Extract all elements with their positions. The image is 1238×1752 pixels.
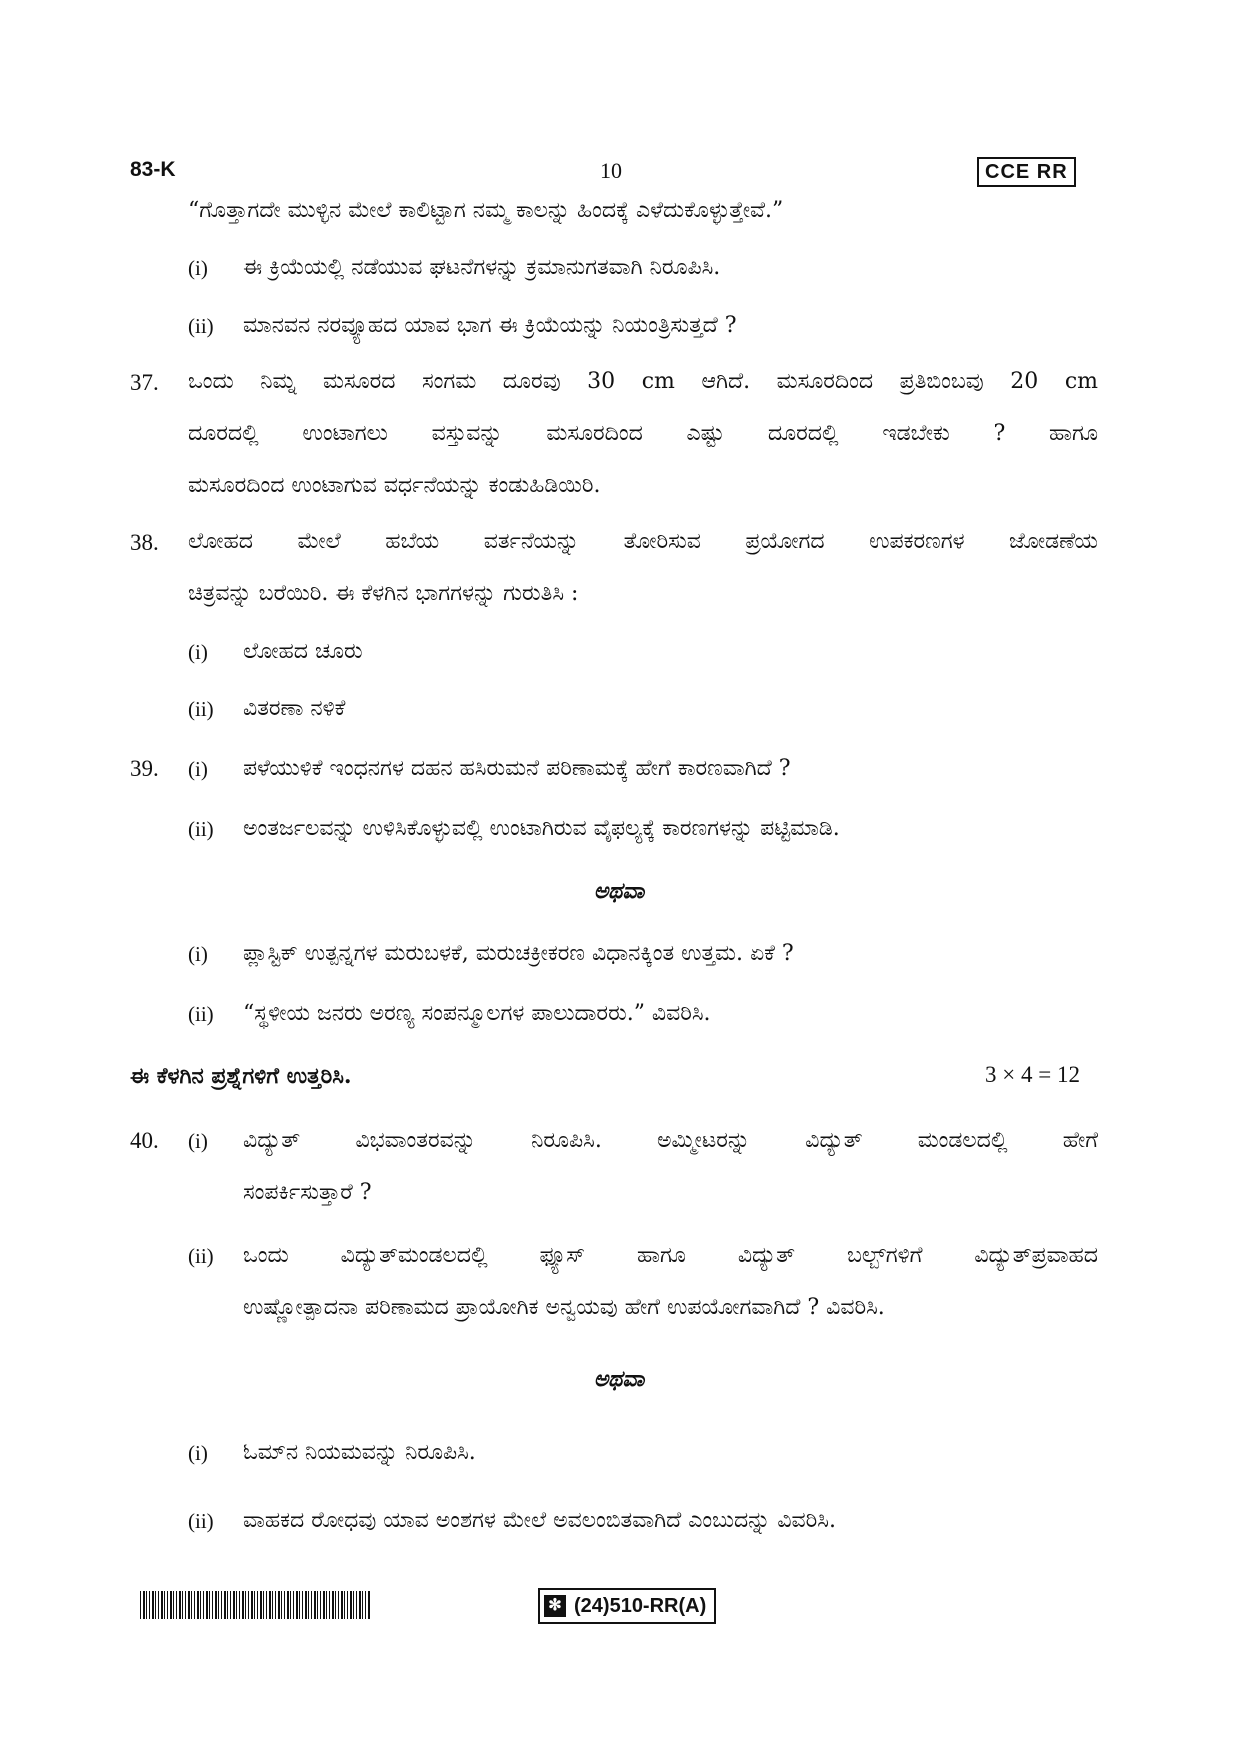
q40-part-ii-line-2: ಉಷ್ಣೋತ್ಪಾದನಾ ಪರಿಣಾಮದ ಪ್ರಾಯೋಗಿಕ ಅನ್ವಯವು ಹೇಗೆ ಉಪಯೋಗವಾಗಿದೆ ? ವಿವರಿಸಿ. (243, 1295, 885, 1320)
footer-code: (24)510-RR(A) (574, 1594, 707, 1617)
q37-line-2: ದೂರದಲ್ಲಿ ಉಂಟಾಗಲು ವಸ್ತುವನ್ನು ಮಸೂರದಿಂದ ಎಷ್ಟು ದೂರದಲ್ಲಿ ಇಡಬೇಕು ? ಹಾಗೂ (188, 421, 1098, 446)
q38-part-i-label: (i) (188, 640, 208, 664)
q40-or-label: ಅಥವಾ (593, 1366, 645, 1392)
barcode (140, 1591, 370, 1619)
q38-part-ii-label: (ii) (188, 697, 214, 721)
page-number: 10 (600, 158, 622, 183)
q38-number: 38. (130, 530, 159, 555)
q40-part-i-line-1: ವಿದ್ಯುತ್ ವಿಭವಾಂತರವನ್ನು ನಿರೂಪಿಸಿ. ಅಮ್ಮೀಟರನ್ನು ವಿದ್ಯುತ್ ಮಂಡಲದಲ್ಲಿ ಹೇಗೆ (243, 1128, 1098, 1153)
q40-part-i-label: (i) (188, 1129, 208, 1153)
paper-seal-icon: ✻ (544, 1595, 566, 1617)
section-marks: 3 × 4 = 12 (985, 1062, 1080, 1087)
q36-quote: “ಗೊತ್ತಾಗದೇ ಮುಳ್ಳಿನ ಮೇಲೆ ಕಾಲಿಟ್ಟಾಗ ನಮ್ಮ ಕಾಲನ್ನು ಹಿಂದಕ್ಕೆ ಎಳೆದುಕೊಳ್ಳುತ್ತೇವೆ.” (188, 198, 784, 223)
q39-part-ii-text: ಅಂತರ್ಜಲವನ್ನು ಉಳಿಸಿಕೊಳ್ಳುವಲ್ಲಿ ಉಂಟಾಗಿರುವ ವೈಫಲ್ಯಕ್ಕೆ ಕಾರಣಗಳನ್ನು ಪಟ್ಟಿಮಾಡಿ. (243, 816, 840, 841)
footer-code-box (538, 1588, 716, 1624)
q40-or-part-ii-label: (ii) (188, 1509, 214, 1533)
q38-part-ii-text: ವಿತರಣಾ ನಳಿಕೆ (243, 696, 346, 721)
q36-part-i-text: ಈ ಕ್ರಿಯೆಯಲ್ಲಿ ನಡೆಯುವ ಘಟನೆಗಳನ್ನು ಕ್ರಮಾನುಗತವಾಗಿ ನಿರೂಪಿಸಿ. (243, 255, 721, 280)
q37-line-1: ಒಂದು ನಿಮ್ನ ಮಸೂರದ ಸಂಗಮ ದೂರವು 30 cm ಆಗಿದೆ. ಮಸೂರದಿಂದ ಪ್ರತಿಬಿಂಬವು 20 cm (188, 369, 1098, 394)
q36-part-ii-label: (ii) (188, 314, 214, 338)
q40-part-ii-line-1: ಒಂದು ವಿದ್ಯುತ್‌ಮಂಡಲದಲ್ಲಿ ಫ್ಯೂಸ್ ಹಾಗೂ ವಿದ್ಯುತ್ ಬಲ್ಬ್‌ಗಳಿಗೆ ವಿದ್ಯುತ್‌ಪ್ರವಾಹದ (243, 1243, 1098, 1268)
paper-code: 83-K (130, 158, 176, 181)
q40-or-part-i-text: ಓಮ್‌ನ ನಿಯಮವನ್ನು ನಿರೂಪಿಸಿ. (243, 1440, 476, 1465)
q38-line-2: ಚಿತ್ರವನ್ನು ಬರೆಯಿರಿ. ಈ ಕೆಳಗಿನ ಭಾಗಗಳನ್ನು ಗುರುತಿಸಿ : (188, 581, 579, 606)
q38-line-1: ಲೋಹದ ಮೇಲೆ ಹಬೆಯ ವರ್ತನೆಯನ್ನು ತೋರಿಸುವ ಪ್ರಯೋಗದ ಉಪಕರಣಗಳ ಜೋಡಣೆಯ (188, 529, 1098, 554)
q40-or-part-i-label: (i) (188, 1441, 208, 1465)
q39-part-i-text: ಪಳೆಯುಳಿಕೆ ಇಂಧನಗಳ ದಹನ ಹಸಿರುಮನೆ ಪರಿಣಾಮಕ್ಕೆ ಹೇಗೆ ಕಾರಣವಾಗಿದೆ ? (243, 756, 791, 781)
q39-part-i-label: (i) (188, 757, 208, 781)
q39-or-part-i-text: ಪ್ಲಾಸ್ಟಿಕ್ ಉತ್ಪನ್ನಗಳ ಮರುಬಳಕೆ, ಮರುಚಕ್ರೀಕರಣ ವಿಧಾನಕ್ಕಿಂತ ಉತ್ತಮ. ಏಕೆ ? (243, 941, 794, 966)
q39-or-part-ii-text: “ಸ್ಥಳೀಯ ಜನರು ಅರಣ್ಯ ಸಂಪನ್ಮೂಲಗಳ ಪಾಲುದಾರರು.” ವಿವರಿಸಿ. (243, 1001, 711, 1026)
q39-part-ii-label: (ii) (188, 817, 214, 841)
section-instruction: ಈ ಕೆಳಗಿನ ಪ್ರಶ್ನೆಗಳಿಗೆ ಉತ್ತರಿಸಿ. (130, 1063, 352, 1089)
q40-part-ii-label: (ii) (188, 1244, 214, 1268)
q37-line-3: ಮಸೂರದಿಂದ ಉಂಟಾಗುವ ವರ್ಧನೆಯನ್ನು ಕಂಡುಹಿಡಿಯಿರಿ. (188, 473, 601, 498)
q40-part-i-line-2: ಸಂಪರ್ಕಿಸುತ್ತಾರೆ ? (243, 1180, 372, 1205)
q37-number: 37. (130, 370, 159, 395)
q39-number: 39. (130, 756, 159, 781)
q38-part-i-text: ಲೋಹದ ಚೂರು (243, 639, 363, 664)
q40-or-part-ii-text: ವಾಹಕದ ರೋಧವು ಯಾವ ಅಂಶಗಳ ಮೇಲೆ ಅವಲಂಬಿತವಾಗಿದೆ ಎಂಬುದನ್ನು ವಿವರಿಸಿ. (243, 1508, 836, 1533)
q36-part-ii-text: ಮಾನವನ ನರವ್ಯೂಹದ ಯಾವ ಭಾಗ ಈ ಕ್ರಿಯೆಯನ್ನು ನಿಯಂತ್ರಿಸುತ್ತದೆ ? (243, 313, 737, 338)
q39-or-part-i-label: (i) (188, 942, 208, 966)
q39-or-label: ಅಥವಾ (593, 878, 645, 904)
paper-tag: CCE RR (977, 157, 1076, 187)
q36-part-i-label: (i) (188, 256, 208, 280)
q39-or-part-ii-label: (ii) (188, 1002, 214, 1026)
q40-number: 40. (130, 1128, 159, 1153)
